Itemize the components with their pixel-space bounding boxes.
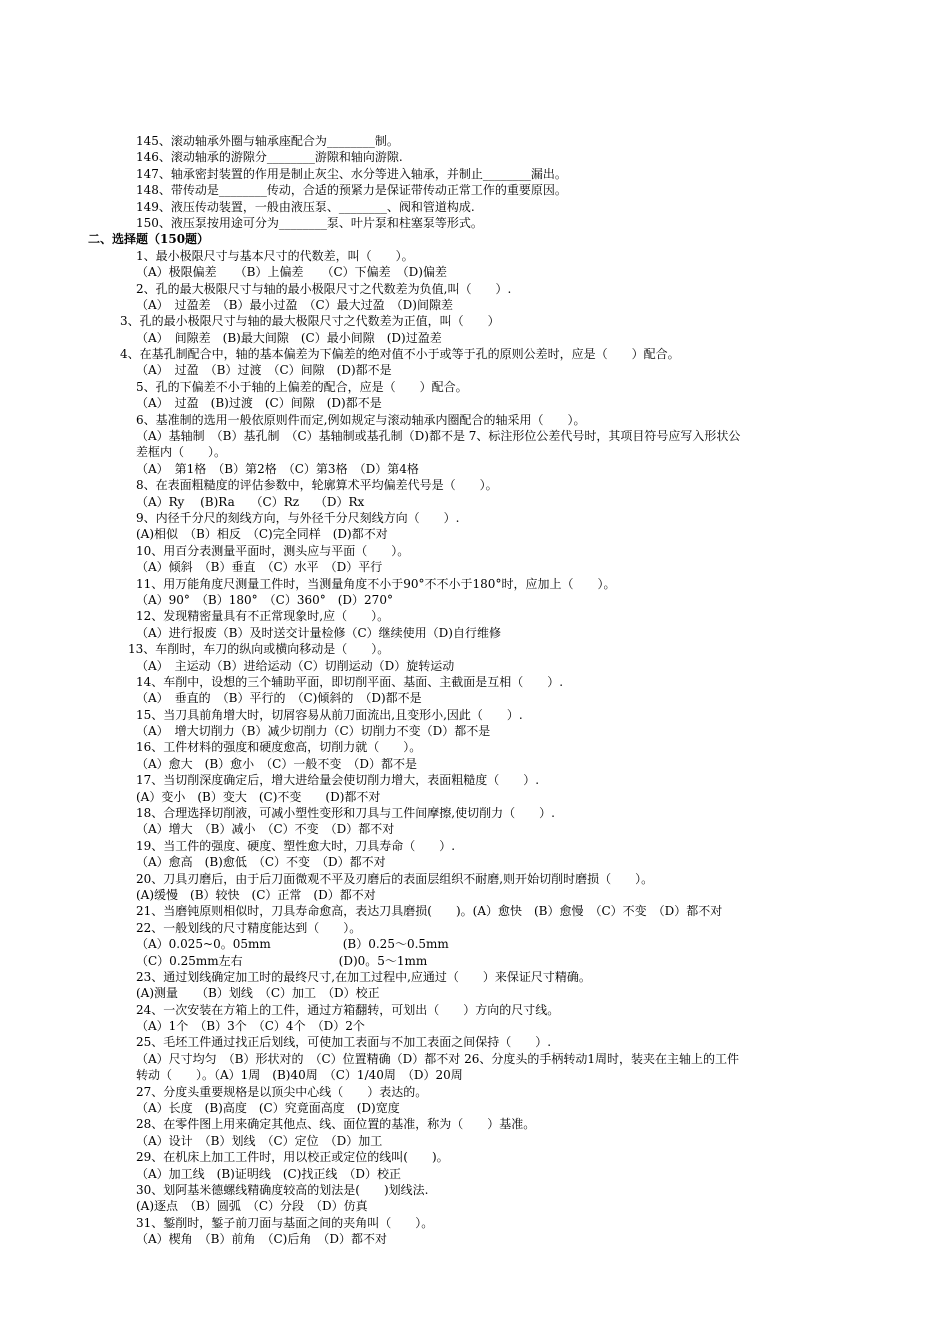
text-line: 148、带传动是________传动，合适的预紧力是保证带传动正常工作的重要原因。 bbox=[136, 183, 567, 198]
text-line: 4、在基孔制配合中，轴的基本偏差为下偏差的绝对值不小于或等于孔的原则公差时，应是（ ）配合。 bbox=[120, 347, 680, 362]
text-line: 19、当工件的强度、硬度、塑性愈大时，刀具寿命（ ）. bbox=[136, 838, 456, 853]
text-line: 17、当切削深度确定后，增大进给量会使切削力增大，表面粗糙度（ ）. bbox=[136, 773, 540, 788]
text-line: （A）增大 （B）减小 （C）不变 （D）都不对 bbox=[136, 822, 395, 837]
text-line: （A）1个 （B）3个 （C）4个 （D）2个 bbox=[136, 1019, 365, 1034]
text-line: 差框内（ ）。 bbox=[136, 445, 227, 460]
text-line: 21、当磨钝原则相似时，刀具寿命愈高，表达刀具磨损( )。(A）愈快 (B）愈慢 （C）不变 （D）都不对 bbox=[136, 904, 723, 919]
text-line: (A)缓慢 (B）较快 (C）正常 (D）都不对 bbox=[136, 887, 376, 902]
text-line: （A） 主运动（B）进给运动（C）切削运动（D）旋转运动 bbox=[136, 658, 455, 673]
text-line: 5、孔的下偏差不小于轴的上偏差的配合，应是（ ）配合。 bbox=[136, 379, 468, 394]
text-line: 15、当刀具前角增大时，切屑容易从前刀面流出,且变形小,因此（ ）. bbox=[136, 707, 523, 722]
text-line: 6、基准制的选用一般依原则件而定,例如规定与滚动轴承内圈配合的轴采用（ ）。 bbox=[136, 412, 586, 427]
text-line: (A)测量 （B）划线 （C）加工 （D）校正 bbox=[136, 986, 380, 1001]
text-line: 145、滚动轴承外圈与轴承座配合为________制。 bbox=[136, 134, 399, 148]
text-line: 转动（ ）。（A）1周 (B)40周 （C）1/40周 （D）20周 bbox=[136, 1068, 463, 1083]
text-line: （A）楔角 （B）前角 （C)后角 （D）都不对 bbox=[136, 1232, 387, 1247]
text-line: 20、刀具刃磨后，由于后刀面微观不平及刃磨后的表面层组织不耐磨,则开始切削时磨损（ ）。 bbox=[136, 871, 654, 886]
text-line: 18、合理选择切削液，可减小塑性变形和刀具与工件间摩擦,使切削力（ ）. bbox=[136, 806, 555, 821]
text-line: （A） 间隙差 (B)最大间隙 (C）最小间隙 (D)过盈差 bbox=[136, 330, 442, 345]
text-line: 146、滚动轴承的游隙分________游隙和轴向游隙. bbox=[136, 150, 403, 165]
text-line: （C）0.25mm左右 (D)0。5～1mm bbox=[136, 953, 428, 968]
text-line: （A）0.025~0。05mm (B）0.25～0.5mm bbox=[136, 937, 449, 952]
text-line: 11、用万能角度尺测量工件时，当测量角度不小于90°不不小于180°时，应加上（ ）。 bbox=[136, 576, 616, 591]
text-line: (A)相似 （B）相反 （C)完全同样 (D)都不对 bbox=[136, 527, 388, 542]
question-list bbox=[0, 133, 950, 1248]
text-line: （A）倾斜 （B）垂直 （C）水平 （D）平行 bbox=[136, 560, 383, 575]
text-line: 16、工件材料的强度和硬度愈高，切削力就（ ）。 bbox=[136, 740, 422, 755]
text-line: 1、最小极限尺寸与基本尺寸的代数差，叫（ ）。 bbox=[136, 248, 414, 263]
text-line: 14、车削中，设想的三个辅助平面，即切削平面、基面、主截面是互相（ ）. bbox=[136, 674, 564, 689]
text-line: （A）尺寸均匀 （B）形状对的 （C）位置精确（D）都不对 26、分度头的手柄转动1周时，装夹在主轴上的工件 bbox=[136, 1051, 740, 1066]
text-line: （A） 过盈差 （B）最小过盈 （C）最大过盈 （D)间隙差 bbox=[136, 297, 453, 312]
text-line: 28、在零件图上用来确定其他点、线、面位置的基准，称为（ ）基准。 bbox=[136, 1117, 536, 1132]
text-line: 30、划阿基米德螺线精确度较高的划法是( )划线法. bbox=[136, 1183, 429, 1197]
text-line: 29、在机床上加工工件时，用以校正或定位的线叫( )。 bbox=[136, 1150, 449, 1165]
text-line: （A） 过盈 （B）过渡 （C）间隙 (D)都不是 bbox=[136, 363, 392, 378]
text-line: 149、液压传动装置，一般由液压泵、________、阀和管道构成. bbox=[136, 199, 475, 214]
text-line: （A）Ry (B)Ra （C）Rz （D）Rx bbox=[136, 494, 365, 509]
text-line: （A）进行报废（B）及时送交计量检修（C）继续使用（D)自行维修 bbox=[136, 625, 501, 640]
text-line: （A）极限偏差 （B）上偏差 （C）下偏差 （D)偏差 bbox=[136, 265, 447, 280]
text-line: 2、孔的最大极限尺寸与轴的最小极限尺寸之代数差为负值,叫（ ）. bbox=[136, 281, 512, 296]
text-line: (A)逐点 （B）圆弧 （C）分段 （D）仿真 bbox=[136, 1199, 368, 1214]
text-line: （A）加工线 (B)证明线 (C)找正线 （D）校正 bbox=[136, 1166, 402, 1181]
text-line: 3、孔的最小极限尺寸与轴的最大极限尺寸之代数差为正值，叫（ ） bbox=[120, 314, 500, 329]
text-line: （A） 过盈 (B)过渡 (C）间隙 (D)都不是 bbox=[136, 396, 382, 411]
text-line: 24、一次安装在方箱上的工件，通过方箱翻转，可划出（ ）方向的尺寸线。 bbox=[136, 1002, 560, 1017]
text-line: （A） 垂直的 （B）平行的 （C)倾斜的 （D)都不是 bbox=[136, 691, 422, 706]
text-line: （A）长度 (B)高度 (C）究竟面高度 (D)宽度 bbox=[136, 1101, 400, 1116]
text-line: 150、液压泵按用途可分为________泵、叶片泵和柱塞泵等形式。 bbox=[136, 215, 483, 230]
text-line: （A）愈高 (B)愈低 （C）不变 （D）都不对 bbox=[136, 855, 386, 870]
text-line: 23、通过划线确定加工时的最终尺寸,在加工过程中,应通过（ ）来保证尺寸精确。 bbox=[136, 969, 591, 984]
text-line: 147、轴承密封装置的作用是制止灰尘、水分等进入轴承，并制止________漏出。 bbox=[136, 166, 567, 181]
text-line: （A）基轴制 （B）基孔制 （C）基轴制或基孔制（D)都不是 7、标注形位公差代号时，其项目符号应写入形状公 bbox=[136, 429, 741, 444]
text-line: 25、毛坯工件通过找正后划线，可使加工表面与不加工表面之间保持（ ）. bbox=[136, 1035, 552, 1050]
text-line: （A）愈大 (B）愈小 （C）一般不变 （D）都不是 bbox=[136, 756, 417, 771]
text-line: 9、内径千分尺的刻线方向，与外径千分尺刻线方向（ ）. bbox=[136, 510, 460, 525]
text-line: （A）设计 （B）划线 （C）定位 （D）加工 bbox=[136, 1133, 383, 1148]
text-line: （A）90° （B）180° （C）360° (D）270° bbox=[136, 592, 393, 607]
section-heading: 二、选择题（150题） bbox=[88, 232, 210, 247]
text-line: 10、用百分表测量平面时，测头应与平面（ ）。 bbox=[136, 543, 410, 558]
text-line: 27、分度头重要规格是以顶尖中心线（ ）表达的。 bbox=[136, 1084, 428, 1099]
text-line: （A） 第1格 （B）第2格 （C）第3格 （D）第4格 bbox=[136, 461, 419, 476]
text-line: 12、发现精密量具有不正常现象时,应（ ）。 bbox=[136, 609, 390, 624]
text-line: 22、一般划线的尺寸精度能达到（ ）。 bbox=[136, 920, 362, 935]
text-line: （A） 增大切削力（B）减少切削力（C）切削力不变（D）都不是 bbox=[136, 724, 491, 739]
text-line: 8、在表面粗糙度的评估参数中，轮廓算术平均偏差代号是（ ）。 bbox=[136, 478, 498, 493]
text-line: 13、车削时，车刀的纵向或横向移动是（ ）。 bbox=[128, 642, 390, 657]
text-line: 31、錾削时，錾子前刀面与基面之间的夹角叫（ ）。 bbox=[136, 1215, 434, 1230]
text-line: (A）变小 (B）变大 (C)不变 (D)都不对 bbox=[136, 789, 381, 804]
